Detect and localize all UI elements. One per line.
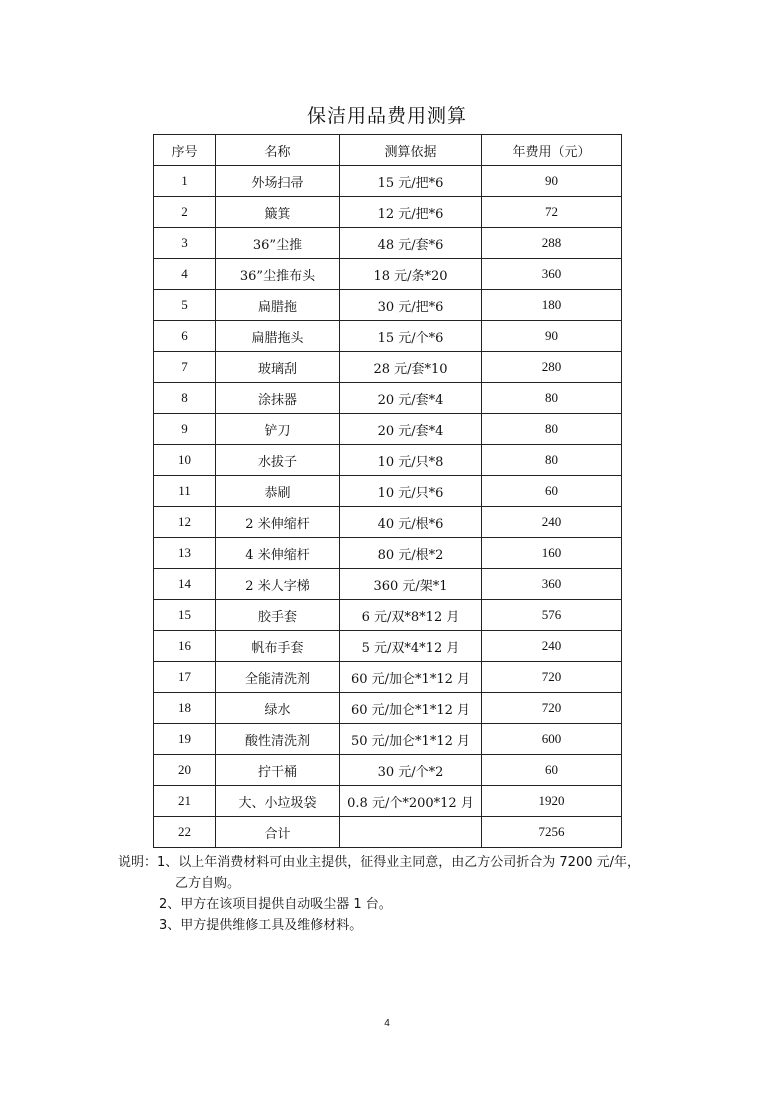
cell-annual-cost: 288 bbox=[482, 228, 622, 259]
table-row bbox=[154, 166, 622, 197]
cell-calculation-basis: 30 元/把*6 bbox=[340, 290, 482, 321]
cell-serial-number: 7 bbox=[154, 352, 216, 383]
cell-annual-cost: 72 bbox=[482, 197, 622, 228]
cell-calculation-basis: 10 元/只*6 bbox=[340, 476, 482, 507]
cell-name: 胶手套 bbox=[216, 600, 340, 631]
cell-serial-number: 18 bbox=[154, 693, 216, 724]
table-row bbox=[154, 569, 622, 600]
header-serial-number: 序号 bbox=[154, 135, 216, 166]
cell-calculation-basis: 0.8 元/个*200*12 月 bbox=[340, 786, 482, 817]
cell-calculation-basis: 6 元/双*8*12 月 bbox=[340, 600, 482, 631]
cell-annual-cost: 360 bbox=[482, 569, 622, 600]
table-row bbox=[154, 724, 622, 755]
cell-name: 酸性清洗剂 bbox=[216, 724, 340, 755]
cell-annual-cost: 60 bbox=[482, 476, 622, 507]
notes-section bbox=[118, 852, 678, 936]
cell-serial-number: 19 bbox=[154, 724, 216, 755]
table-row bbox=[154, 228, 622, 259]
cell-name: 水拔子 bbox=[216, 445, 340, 476]
table-row bbox=[154, 197, 622, 228]
note-1: 说明：1、以上年消费材料可由业主提供，征得业主同意，由乙方公司折合为 7200 元/年， bbox=[118, 855, 640, 870]
cell-name: 绿水 bbox=[216, 693, 340, 724]
cell-serial-number: 8 bbox=[154, 383, 216, 414]
cell-name: 恭刷 bbox=[216, 476, 340, 507]
cell-annual-cost: 576 bbox=[482, 600, 622, 631]
cell-serial-number: 4 bbox=[154, 259, 216, 290]
page-number: 4 bbox=[384, 1018, 390, 1029]
cell-calculation-basis bbox=[340, 817, 482, 848]
cell-annual-cost: 240 bbox=[482, 507, 622, 538]
cell-calculation-basis: 15 元/个*6 bbox=[340, 321, 482, 352]
note-2: 2、甲方在该项目提供自动吸尘器 1 台。 bbox=[159, 897, 392, 912]
cell-name: 帆布手套 bbox=[216, 631, 340, 662]
header-calculation-basis: 测算依据 bbox=[340, 135, 482, 166]
table-body bbox=[154, 166, 622, 848]
cell-calculation-basis: 50 元/加仑*1*12 月 bbox=[340, 724, 482, 755]
cell-annual-cost: 720 bbox=[482, 662, 622, 693]
cell-calculation-basis: 18 元/条*20 bbox=[340, 259, 482, 290]
cell-annual-cost: 360 bbox=[482, 259, 622, 290]
cell-calculation-basis: 12 元/把*6 bbox=[340, 197, 482, 228]
cell-annual-cost: 160 bbox=[482, 538, 622, 569]
cell-calculation-basis: 30 元/个*2 bbox=[340, 755, 482, 786]
table-header-row bbox=[154, 135, 622, 166]
cell-calculation-basis: 80 元/根*2 bbox=[340, 538, 482, 569]
table-row bbox=[154, 414, 622, 445]
table-row bbox=[154, 755, 622, 786]
cell-calculation-basis: 20 元/套*4 bbox=[340, 383, 482, 414]
note-1-continuation: 乙方自购。 bbox=[175, 876, 241, 891]
cell-annual-cost: 60 bbox=[482, 755, 622, 786]
cell-calculation-basis: 60 元/加仑*1*12 月 bbox=[340, 662, 482, 693]
cell-serial-number: 21 bbox=[154, 786, 216, 817]
cell-serial-number: 13 bbox=[154, 538, 216, 569]
header-annual-cost: 年费用（元） bbox=[482, 135, 622, 166]
cell-calculation-basis: 48 元/套*6 bbox=[340, 228, 482, 259]
table-row bbox=[154, 445, 622, 476]
cell-annual-cost: 80 bbox=[482, 383, 622, 414]
table-row bbox=[154, 383, 622, 414]
table-row bbox=[154, 290, 622, 321]
cell-annual-cost: 7256 bbox=[482, 817, 622, 848]
cell-serial-number: 1 bbox=[154, 166, 216, 197]
cell-annual-cost: 80 bbox=[482, 414, 622, 445]
table-row bbox=[154, 507, 622, 538]
cell-annual-cost: 90 bbox=[482, 321, 622, 352]
cell-serial-number: 16 bbox=[154, 631, 216, 662]
cell-serial-number: 11 bbox=[154, 476, 216, 507]
cell-name: 外场扫帚 bbox=[216, 166, 340, 197]
table-row bbox=[154, 786, 622, 817]
cell-serial-number: 12 bbox=[154, 507, 216, 538]
cell-serial-number: 2 bbox=[154, 197, 216, 228]
cell-name: 拧干桶 bbox=[216, 755, 340, 786]
cell-name: 36”尘推布头 bbox=[216, 259, 340, 290]
cell-calculation-basis: 15 元/把*6 bbox=[340, 166, 482, 197]
cell-calculation-basis: 10 元/只*8 bbox=[340, 445, 482, 476]
cost-table bbox=[153, 134, 622, 848]
cell-annual-cost: 180 bbox=[482, 290, 622, 321]
table-row bbox=[154, 538, 622, 569]
cell-serial-number: 20 bbox=[154, 755, 216, 786]
header-name: 名称 bbox=[216, 135, 340, 166]
cell-calculation-basis: 40 元/根*6 bbox=[340, 507, 482, 538]
table-row bbox=[154, 600, 622, 631]
cell-name: 2 米人字梯 bbox=[216, 569, 340, 600]
cell-name: 铲刀 bbox=[216, 414, 340, 445]
cell-serial-number: 10 bbox=[154, 445, 216, 476]
cell-serial-number: 22 bbox=[154, 817, 216, 848]
cell-annual-cost: 720 bbox=[482, 693, 622, 724]
cell-calculation-basis: 5 元/双*4*12 月 bbox=[340, 631, 482, 662]
cell-calculation-basis: 20 元/套*4 bbox=[340, 414, 482, 445]
cell-calculation-basis: 60 元/加仑*1*12 月 bbox=[340, 693, 482, 724]
cell-annual-cost: 80 bbox=[482, 445, 622, 476]
cell-serial-number: 9 bbox=[154, 414, 216, 445]
cell-name: 合计 bbox=[216, 817, 340, 848]
cell-name: 36”尘推 bbox=[216, 228, 340, 259]
cell-name: 扁腊拖头 bbox=[216, 321, 340, 352]
cell-name: 大、小垃圾袋 bbox=[216, 786, 340, 817]
document-title: 保洁用品费用测算 bbox=[306, 105, 467, 127]
cell-name: 2 米伸缩杆 bbox=[216, 507, 340, 538]
table-row bbox=[154, 631, 622, 662]
table-row bbox=[154, 321, 622, 352]
cell-serial-number: 14 bbox=[154, 569, 216, 600]
cell-name: 簸箕 bbox=[216, 197, 340, 228]
cell-serial-number: 17 bbox=[154, 662, 216, 693]
cell-name: 全能清洗剂 bbox=[216, 662, 340, 693]
cell-annual-cost: 280 bbox=[482, 352, 622, 383]
cell-name: 扁腊拖 bbox=[216, 290, 340, 321]
cell-name: 涂抹器 bbox=[216, 383, 340, 414]
table-row bbox=[154, 817, 622, 848]
table-row bbox=[154, 352, 622, 383]
cell-serial-number: 15 bbox=[154, 600, 216, 631]
cell-annual-cost: 90 bbox=[482, 166, 622, 197]
table-row bbox=[154, 259, 622, 290]
cell-annual-cost: 1920 bbox=[482, 786, 622, 817]
cell-calculation-basis: 360 元/架*1 bbox=[340, 569, 482, 600]
cell-serial-number: 6 bbox=[154, 321, 216, 352]
cell-annual-cost: 600 bbox=[482, 724, 622, 755]
cell-serial-number: 5 bbox=[154, 290, 216, 321]
cell-name: 玻璃刮 bbox=[216, 352, 340, 383]
cell-calculation-basis: 28 元/套*10 bbox=[340, 352, 482, 383]
table-row bbox=[154, 693, 622, 724]
cell-name: 4 米伸缩杆 bbox=[216, 538, 340, 569]
note-3: 3、甲方提供维修工具及维修材料。 bbox=[159, 918, 363, 933]
cell-annual-cost: 240 bbox=[482, 631, 622, 662]
table-row bbox=[154, 662, 622, 693]
cell-serial-number: 3 bbox=[154, 228, 216, 259]
table-row bbox=[154, 476, 622, 507]
